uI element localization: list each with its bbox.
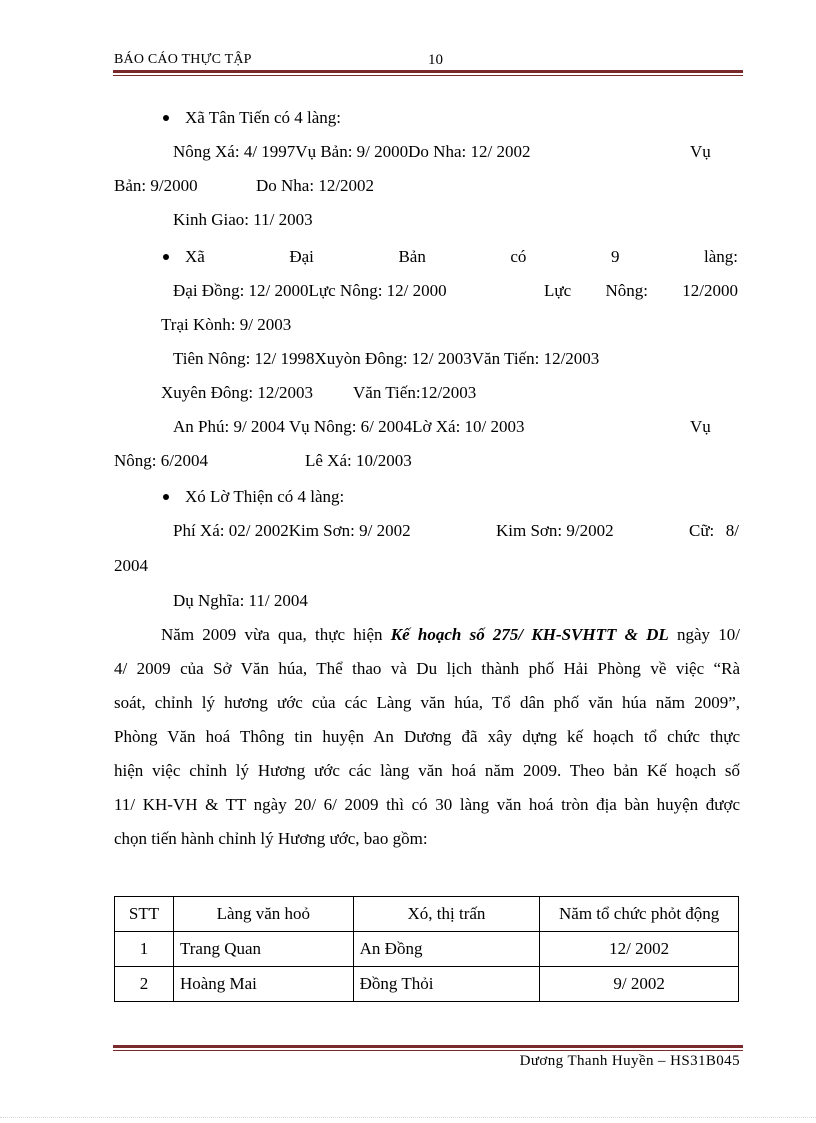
tan-tien-line1-a: Nông Xá: 4/ 1997Vụ Bản: 9/ 2000Do Nha: 12/ 2002 [173,142,531,161]
tan-tien-line2-a: Bản: 9/2000 [114,176,198,195]
paragraph-line: chọn tiến hành chỉnh lý Hương ước, bao gồm: [114,829,428,848]
tan-tien-line3: Kinh Giao: 11/ 2003 [173,210,313,229]
lo-thien-line1-c: Cữ: 8/ [689,521,739,540]
page-edge [0,1117,816,1118]
table-cell: 2 [115,967,174,1002]
tan-tien-line2-b: Do Nha: 12/2002 [256,176,375,195]
plan-reference: Kế hoạch số 275/ KH-SVHTT & DL [390,625,669,644]
header-rule [113,70,743,76]
dai-ban-line6-b: Lê Xá: 10/2003 [305,451,412,470]
lo-thien-line1-b: Kim Sơn: 9/2002 [496,521,614,540]
paragraph-line: Phòng Văn hoá Thông tin huyện An Dương đã xây dựng kế hoạch tổ chức thực [114,727,740,746]
page-number: 10 [428,52,443,68]
paragraph-line: Năm 2009 vừa qua, thực hiện Kế hoạch số 275/ KH-SVHTT & DL ngày 10/ [161,625,740,644]
dai-ban-heading: Xã Đại Bản có 9 làng: [185,247,738,266]
table-row [115,967,739,1002]
table-cell: Hoàng Mai [173,967,353,1002]
tan-tien-heading: Xã Tân Tiến có 4 làng: [185,108,341,127]
table-cell: Đồng Thỏi [353,967,540,1002]
lo-thien-line1-a: Phí Xá: 02/ 2002Kim Sơn: 9/ 2002 [173,521,411,540]
dai-ban-line1-b: Lực Nông: 12/2000 [544,281,738,300]
bullet-icon [163,115,169,121]
village-table [114,896,739,1002]
footer-author: Dương Thanh Huyền – HS31B045 [519,1053,740,1069]
bullet-icon [163,254,169,260]
tan-tien-line1-b: Vụ [690,142,711,161]
paragraph-line: hiện việc chỉnh lý Hương ước các làng văn hoá năm 2009. Theo bản Kế hoạch số [114,761,740,780]
dai-ban-line5-b: Vụ [690,417,711,436]
lo-thien-heading: Xó Lờ Thiện có 4 làng: [185,487,345,506]
table-row [115,932,739,967]
table-cell: 12/ 2002 [540,932,739,967]
table-header-cell: Xó, thị trấn [353,897,540,932]
lo-thien-line3: Dụ Nghĩa: 11/ 2004 [173,591,308,610]
body-paragraph [114,618,740,856]
table-cell: 9/ 2002 [540,967,739,1002]
bullet-icon [163,494,169,500]
paragraph-line: 11/ KH-VH & TT ngày 20/ 6/ 2009 thì có 30 làng văn hoá tròn địa bàn huyện được [114,795,740,814]
dai-ban-line6-a: Nông: 6/2004 [114,451,208,470]
dai-ban-line3: Tiên Nông: 12/ 1998Xuyòn Đông: 12/ 2003Văn Tiến: 12/2003 [173,349,600,368]
footer-rule [113,1045,743,1051]
paragraph-line: 4/ 2009 của Sở Văn húa, Thể thao và Du lịch thành phố Hải Phòng về việc “Rà [114,659,740,678]
table-header-cell: STT [115,897,174,932]
header-title: BÁO CÁO THỰC TẬP [114,52,252,67]
dai-ban-line4-a: Xuyên Đông: 12/2003 [161,383,314,402]
lo-thien-line2: 2004 [114,556,148,575]
table-cell: 1 [115,932,174,967]
table-cell: An Đồng [353,932,540,967]
dai-ban-line2: Trại Kònh: 9/ 2003 [161,315,292,334]
dai-ban-line1-a: Đại Đồng: 12/ 2000Lực Nông: 12/ 2000 [173,281,447,300]
dai-ban-line5-a: An Phú: 9/ 2004 Vụ Nông: 6/ 2004Lờ Xá: 10/ 2003 [173,417,525,436]
table-header-row [115,897,739,932]
table-header-cell: Làng văn hoỏ [173,897,353,932]
dai-ban-line4-b: Văn Tiến:12/2003 [353,383,477,402]
table-cell: Trang Quan [173,932,353,967]
table-header-cell: Năm tổ chức phỏt động [540,897,739,932]
paragraph-line: soát, chỉnh lý hương ước của các Làng văn húa, Tổ dân phố văn húa năm 2009”, [114,693,740,712]
